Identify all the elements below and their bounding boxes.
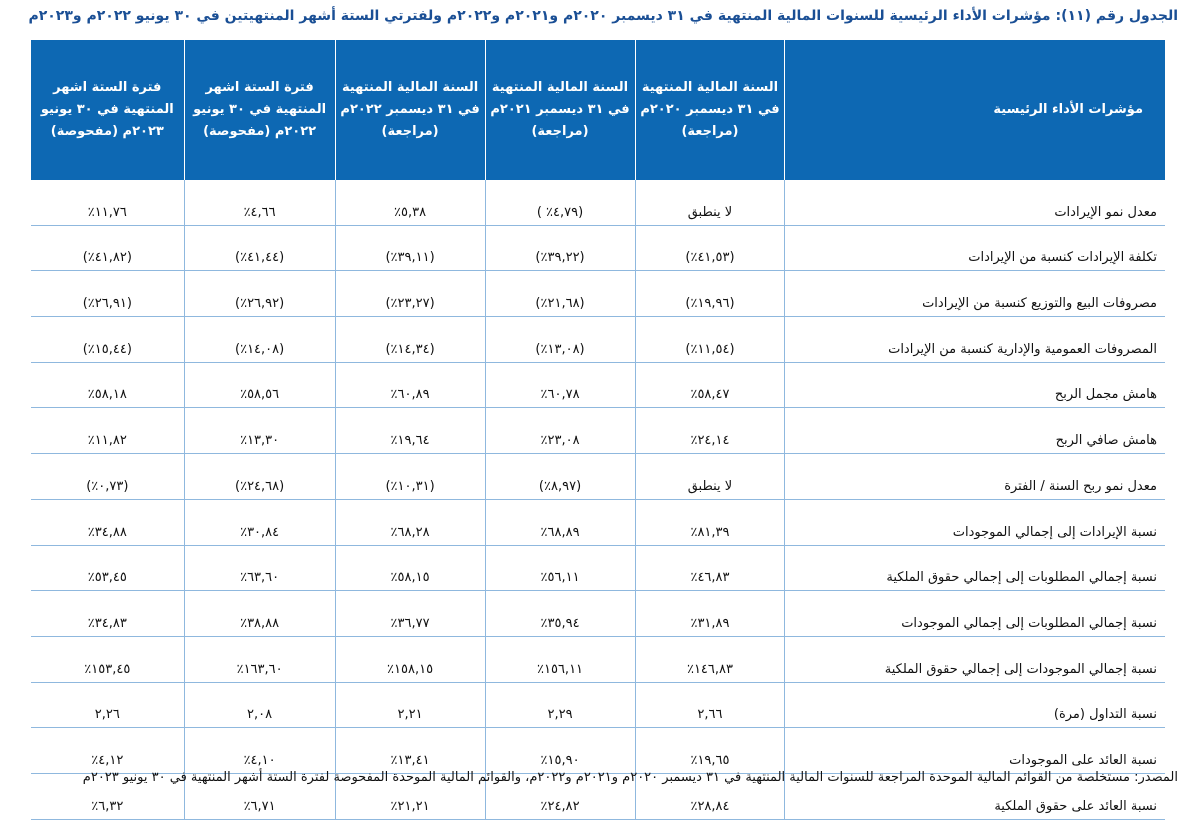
value-cell-fy2022: ١٩,٦٤٪: [335, 408, 485, 454]
table-row: [31, 545, 1165, 591]
value-cell-h2023: ٤,١٢٪: [31, 728, 184, 774]
value-cell-h2023: (٢٦,٩١٪): [31, 271, 184, 317]
header-fy2020: السنة المالية المنتهية في ٣١ ديسمبر ٢٠٢٠م (مراجعة): [635, 40, 785, 180]
value-cell-h2022: ٤,١٠٪: [184, 728, 335, 774]
value-cell-h2023: ١٥٣,٤٥٪: [31, 636, 184, 682]
value-cell-fy2020: ٣١,٨٩٪: [635, 591, 785, 637]
value-cell-fy2022: (١٠,٣١٪): [335, 454, 485, 500]
value-cell-fy2022: ٥,٣٨٪: [335, 180, 485, 225]
value-cell-fy2021: (٤,٧٩٪ ): [485, 180, 635, 225]
value-cell-fy2021: ١٥٦,١١٪: [485, 636, 635, 682]
value-cell-h2023: ٦,٣٢٪: [31, 773, 184, 819]
table-row: [31, 499, 1165, 545]
value-cell-fy2020: ٢٨,٨٤٪: [635, 773, 785, 819]
table-row: [31, 180, 1165, 225]
value-cell-h2022: ٤,٦٦٪: [184, 180, 335, 225]
value-cell-h2022: ٢,٠٨: [184, 682, 335, 728]
value-cell-fy2021: (٨,٩٧٪): [485, 454, 635, 500]
value-cell-fy2022: ٦٠,٨٩٪: [335, 362, 485, 408]
value-cell-fy2020: لا ينطبق: [635, 454, 785, 500]
kpi-name-cell: معدل نمو الإيرادات: [785, 180, 1165, 225]
value-cell-fy2021: ٥٦,١١٪: [485, 545, 635, 591]
value-cell-fy2021: (٣٩,٢٢٪): [485, 225, 635, 271]
kpi-name-cell: هامش مجمل الربح: [785, 362, 1165, 408]
value-cell-h2022: ١٣,٣٠٪: [184, 408, 335, 454]
kpi-name-cell: نسبة إجمالي المطلوبات إلى إجمالي الموجودات: [785, 591, 1165, 637]
value-cell-fy2022: (٢٣,٢٧٪): [335, 271, 485, 317]
header-kpi: مؤشرات الأداء الرئيسية: [785, 40, 1165, 180]
value-cell-fy2021: (٢١,٦٨٪): [485, 271, 635, 317]
kpi-name-cell: مصروفات البيع والتوزيع كنسبة من الإيرادات: [785, 271, 1165, 317]
value-cell-fy2020: ٥٨,٤٧٪: [635, 362, 785, 408]
value-cell-fy2020: (٤١,٥٣٪): [635, 225, 785, 271]
value-cell-fy2021: ٦٨,٨٩٪: [485, 499, 635, 545]
table-caption: الجدول رقم (١١): مؤشرات الأداء الرئيسية للسنوات المالية المنتهية في ٣١ ديسمبر ٢٠٢٠م و٢٠٢١م و٢٠٢٢م ولفترتي الستة أشهر المنتهيتين في ٣٠ يونيو ٢٠٢٢م و٢٠٢٣م: [28, 8, 1178, 24]
value-cell-h2023: ٣٤,٨٨٪: [31, 499, 184, 545]
table-row: [31, 362, 1165, 408]
value-cell-fy2022: ٦٨,٢٨٪: [335, 499, 485, 545]
value-cell-fy2020: ٢٤,١٤٪: [635, 408, 785, 454]
value-cell-h2023: ٣٤,٨٣٪: [31, 591, 184, 637]
value-cell-fy2020: ١٩,٦٥٪: [635, 728, 785, 774]
value-cell-h2022: (١٤,٠٨٪): [184, 317, 335, 363]
source-note: المصدر: مستخلصة من القوائم المالية الموحدة المراجعة للسنوات المالية المنتهية في ٣١ ديسمبر ٢٠٢٠م و٢٠٢١م و٢٠٢٢م، والقوائم المالية الموحدة المفحوصة لفترة الستة أشهر المنتهية في ٣٠ يونيو ٢٠٢٣م: [82, 770, 1178, 785]
kpi-name-cell: تكلفة الإيرادات كنسبة من الإيرادات: [785, 225, 1165, 271]
value-cell-h2022: ٣٠,٨٤٪: [184, 499, 335, 545]
value-cell-fy2022: (١٤,٣٤٪): [335, 317, 485, 363]
value-cell-fy2022: ١٣,٤١٪: [335, 728, 485, 774]
value-cell-fy2020: (١١,٥٤٪): [635, 317, 785, 363]
value-cell-h2023: ٥٨,١٨٪: [31, 362, 184, 408]
table-row: [31, 591, 1165, 637]
value-cell-h2022: ١٦٣,٦٠٪: [184, 636, 335, 682]
value-cell-fy2020: ٢,٦٦: [635, 682, 785, 728]
value-cell-h2023: (٠,٧٣٪): [31, 454, 184, 500]
table-row: [31, 454, 1165, 500]
value-cell-fy2020: ٨١,٣٩٪: [635, 499, 785, 545]
value-cell-fy2022: (٣٩,١١٪): [335, 225, 485, 271]
value-cell-h2022: (٢٦,٩٢٪): [184, 271, 335, 317]
value-cell-fy2021: ٦٠,٧٨٪: [485, 362, 635, 408]
table-row: [31, 408, 1165, 454]
value-cell-fy2021: ١٥,٩٠٪: [485, 728, 635, 774]
table-body: [31, 180, 1165, 819]
value-cell-h2022: ٣٨,٨٨٪: [184, 591, 335, 637]
table-row: [31, 636, 1165, 682]
value-cell-fy2021: (١٣,٠٨٪): [485, 317, 635, 363]
kpi-table: [31, 40, 1165, 820]
table-row: [31, 682, 1165, 728]
value-cell-fy2020: ١٤٦,٨٣٪: [635, 636, 785, 682]
value-cell-h2023: ١١,٨٢٪: [31, 408, 184, 454]
value-cell-fy2022: ٣٦,٧٧٪: [335, 591, 485, 637]
value-cell-h2023: (١٥,٤٤٪): [31, 317, 184, 363]
value-cell-fy2021: ٢,٢٩: [485, 682, 635, 728]
value-cell-fy2020: (١٩,٩٦٪): [635, 271, 785, 317]
kpi-name-cell: نسبة إجمالي المطلوبات إلى إجمالي حقوق الملكية: [785, 545, 1165, 591]
value-cell-h2023: ٢,٢٦: [31, 682, 184, 728]
kpi-name-cell: نسبة إجمالي الموجودات إلى إجمالي حقوق الملكية: [785, 636, 1165, 682]
value-cell-fy2022: ٢,٢١: [335, 682, 485, 728]
kpi-name-cell: هامش صافي الربح: [785, 408, 1165, 454]
value-cell-fy2020: ٤٦,٨٣٪: [635, 545, 785, 591]
header-fy2022: السنة المالية المنتهية في ٣١ ديسمبر ٢٠٢٢م (مراجعة): [335, 40, 485, 180]
table-row: [31, 728, 1165, 774]
value-cell-h2022: (٢٤,٦٨٪): [184, 454, 335, 500]
value-cell-fy2022: ٢١,٢١٪: [335, 773, 485, 819]
header-fy2021: السنة المالية المنتهية في ٣١ ديسمبر ٢٠٢١م (مراجعة): [485, 40, 635, 180]
value-cell-fy2020: لا ينطبق: [635, 180, 785, 225]
value-cell-h2022: ٦,٧١٪: [184, 773, 335, 819]
value-cell-fy2022: ٥٨,١٥٪: [335, 545, 485, 591]
value-cell-fy2022: ١٥٨,١٥٪: [335, 636, 485, 682]
value-cell-fy2021: ٣٥,٩٤٪: [485, 591, 635, 637]
table-row: [31, 317, 1165, 363]
kpi-name-cell: معدل نمو ربح السنة / الفترة: [785, 454, 1165, 500]
value-cell-h2023: ١١,٧٦٪: [31, 180, 184, 225]
value-cell-fy2021: ٢٣,٠٨٪: [485, 408, 635, 454]
kpi-name-cell: نسبة الإيرادات إلى إجمالي الموجودات: [785, 499, 1165, 545]
table-row: [31, 225, 1165, 271]
value-cell-h2023: ٥٣,٤٥٪: [31, 545, 184, 591]
kpi-name-cell: نسبة العائد على حقوق الملكية: [785, 773, 1165, 819]
header-h2022: فترة الستة اشهر المنتهية في ٣٠ يونيو ٢٠٢٢م (مفحوصة): [184, 40, 335, 180]
value-cell-h2022: ٦٣,٦٠٪: [184, 545, 335, 591]
kpi-name-cell: نسبة العائد على الموجودات: [785, 728, 1165, 774]
value-cell-h2022: ٥٨,٥٦٪: [184, 362, 335, 408]
header-row: [31, 40, 1165, 180]
table-row: [31, 271, 1165, 317]
kpi-name-cell: نسبة التداول (مرة): [785, 682, 1165, 728]
value-cell-fy2021: ٢٤,٨٢٪: [485, 773, 635, 819]
value-cell-h2023: (٤١,٨٢٪): [31, 225, 184, 271]
header-h2023: فترة الستة اشهر المنتهية في ٣٠ يونيو ٢٠٢٣م (مفحوصة): [31, 40, 184, 180]
kpi-name-cell: المصروفات العمومية والإدارية كنسبة من الإيرادات: [785, 317, 1165, 363]
value-cell-h2022: (٤١,٤٤٪): [184, 225, 335, 271]
